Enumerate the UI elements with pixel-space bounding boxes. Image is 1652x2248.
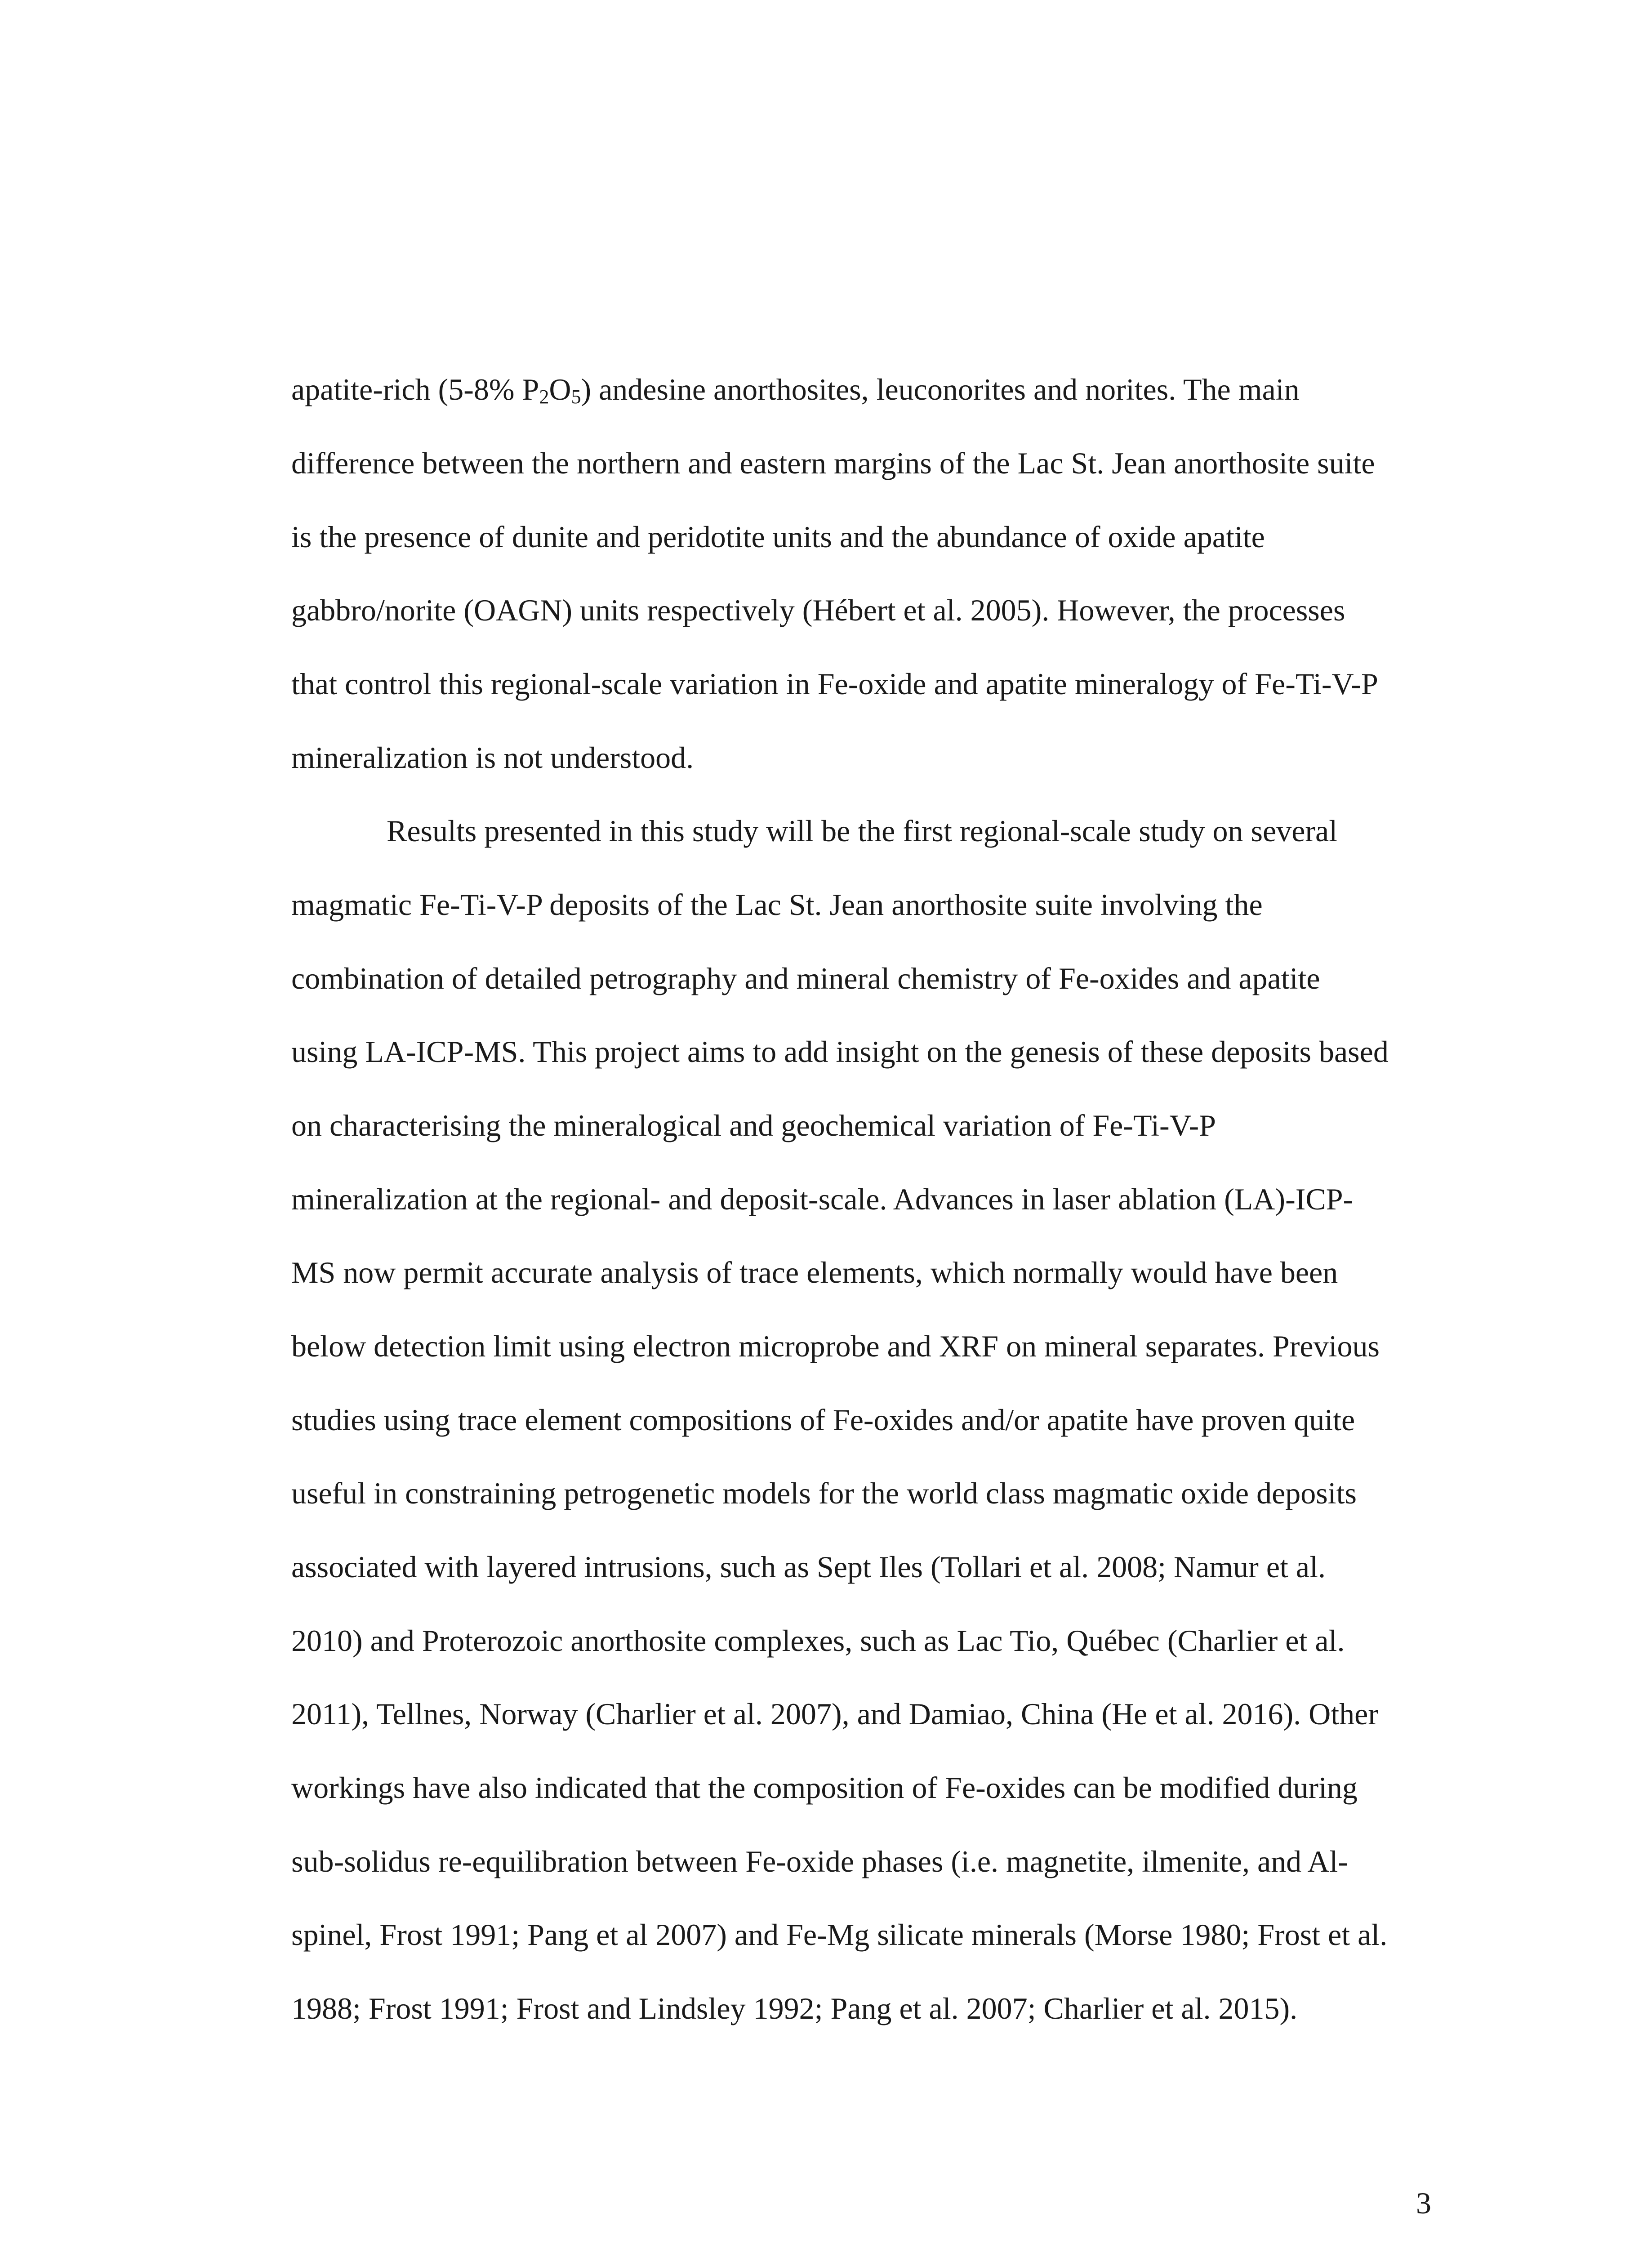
- text-line: gabbro/norite (OAGN) units respectively (Hébert et al. 2005). However, the processes: [291, 593, 1345, 627]
- text-line: on characterising the mineralogical and geochemical variation of Fe-Ti-V-P: [291, 1108, 1216, 1142]
- text-line: combination of detailed petrography and mineral chemistry of Fe-oxides and apatite: [291, 961, 1320, 995]
- text-line: workings have also indicated that the composition of Fe-oxides can be modified during: [291, 1771, 1358, 1805]
- text-line: below detection limit using electron microprobe and XRF on mineral separates. Previous: [291, 1329, 1380, 1363]
- text-line: MS now permit accurate analysis of trace elements, which normally would have been: [291, 1255, 1338, 1289]
- text-line: 1988; Frost 1991; Frost and Lindsley 1992; Pang et al. 2007; Charlier et al. 2015).: [291, 1991, 1298, 2025]
- page-number: 3: [1416, 2186, 1431, 2220]
- text-line: magmatic Fe-Ti-V-P deposits of the Lac St. Jean anorthosite suite involving the: [291, 888, 1263, 922]
- text-line: useful in constraining petrogenetic models for the world class magmatic oxide deposits: [291, 1476, 1357, 1510]
- text-line: 2010) and Proterozoic anorthosite complexes, such as Lac Tio, Québec (Charlier et al.: [291, 1624, 1345, 1658]
- text-line: Results presented in this study will be the first regional-scale study on several: [387, 814, 1338, 848]
- text-line: mineralization is not understood.: [291, 740, 694, 775]
- text-line: that control this regional-scale variation in Fe-oxide and apatite mineralogy of Fe-Ti-V-P: [291, 667, 1378, 701]
- text-line: spinel, Frost 1991; Pang et al 2007) and Fe-Mg silicate minerals (Morse 1980; Frost et al.: [291, 1918, 1388, 1952]
- text-line: associated with layered intrusions, such as Sept Iles (Tollari et al. 2008; Namur et al.: [291, 1550, 1326, 1584]
- text-line: difference between the northern and eastern margins of the Lac St. Jean anorthosite suite: [291, 446, 1375, 480]
- text-line: is the presence of dunite and peridotite units and the abundance of oxide apatite: [291, 520, 1265, 554]
- text-line: mineralization at the regional- and deposit-scale. Advances in laser ablation (LA)-ICP-: [291, 1182, 1354, 1216]
- text-line: sub-solidus re-equilibration between Fe-oxide phases (i.e. magnetite, ilmenite, and Al-: [291, 1844, 1349, 1878]
- text-line: studies using trace element compositions of Fe-oxides and/or apatite have proven quite: [291, 1403, 1355, 1437]
- text-line: apatite-rich (5-8% $P_2O_5$) andesine anorthosites, leuconorites and norites. The main: [291, 372, 1300, 408]
- text-line: 2011), Tellnes, Norway (Charlier et al. 2007), and Damiao, China (He et al. 2016). Other: [291, 1697, 1378, 1731]
- text-line: using LA-ICP-MS. This project aims to add insight on the genesis of these deposits based: [291, 1035, 1389, 1069]
